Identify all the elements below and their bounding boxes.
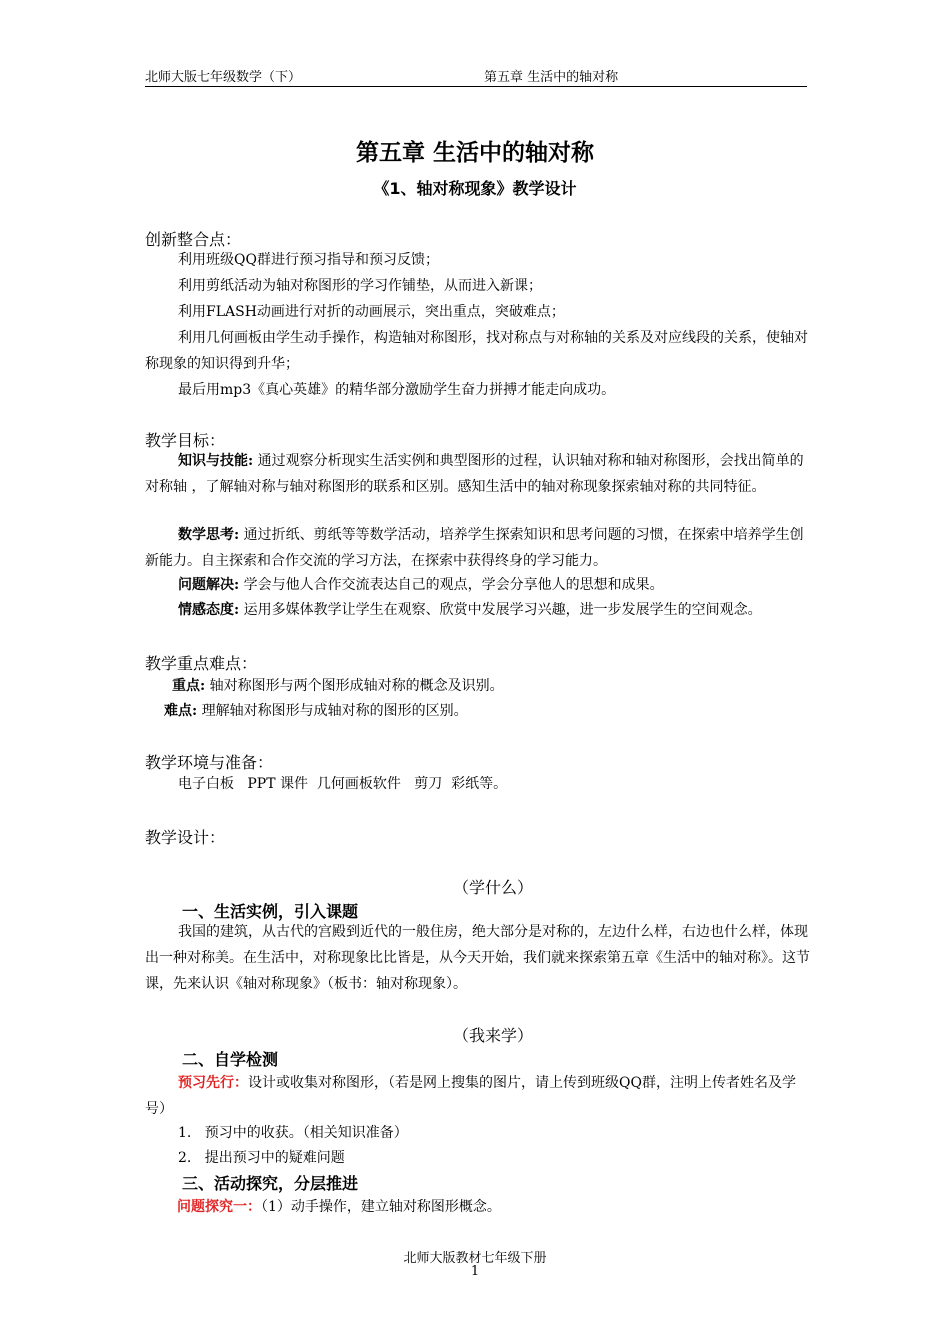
inquiry-text: （1）动手操作，建立轴对称图形概念。 — [261, 1199, 501, 1215]
key-point — [172, 673, 802, 699]
part1-text: 我国的建筑，从古代的宫殿到近代的一般住房，绝大部分是对称的，左边什么样，右边也什么样，体现出一种对称美。在生活中，对称现象比比皆是，从今天开始，我们就来探索第五章《生活中的轴对称》。这节课，先来认识《轴对称现象》（板书：轴对称现象）。 — [145, 924, 810, 992]
key-point-label: 重点: — [172, 678, 206, 694]
difficult-point-text: 理解轴对称图形与成轴对称的图形的区别。 — [197, 703, 468, 719]
section-heading-goals: 教学目标： — [145, 431, 226, 450]
goal-paragraph — [145, 448, 810, 500]
section-heading-environment: 教学环境与准备： — [145, 753, 274, 772]
goal-text: 通过观察分析现实生活实例和典型图形的过程，认识轴对称和轴对称图形，会找出简单的对称轴 ，了解轴对称与轴对称图形的联系和区别。感知生活中的轴对称现象探索轴对称的共同特征。 — [145, 453, 804, 495]
innovation-item: 利用班级QQ群进行预习指导和预习反馈； — [178, 252, 439, 268]
section-heading-keypoints: 教学重点难点： — [145, 654, 258, 673]
goal-text: 通过折纸、剪纸等等数学活动，培养学生探索知识和思考问题的习惯，在探索中培养学生创新能力。自主探索和合作交流的学习方法，在探索中获得终身的学习能力。 — [145, 527, 804, 569]
goal-label: 问题解决: — [178, 577, 240, 593]
list-item: 1. 预习中的收获。（相关知识准备） — [178, 1125, 408, 1141]
footer-text: 北师大版教材七年级下册 — [403, 1251, 547, 1266]
section-heading-innovation: 创新整合点： — [145, 230, 242, 249]
goal-text: 运用多媒体教学让学生在观察、欣赏中发展学习兴趣，进一步发展学生的空间观念。 — [239, 602, 762, 618]
header-right: 第五章 生活中的轴对称 — [484, 70, 619, 85]
difficult-point-label: 难点: — [164, 703, 198, 719]
part2-heading: 二、自学检测 — [182, 1050, 279, 1069]
goal-label: 情感态度: — [178, 602, 240, 618]
page-number: 1 — [470, 1264, 480, 1279]
goal-paragraph — [145, 572, 810, 598]
key-point-text: 轴对称图形与两个图形成轴对称的概念及识别。 — [205, 678, 504, 694]
header-left: 北师大版七年级数学（下） — [145, 70, 302, 85]
part1-heading: 一、生活实例，引入课题 — [182, 902, 359, 921]
part2-center-label: （我来学） — [452, 1026, 533, 1045]
innovation-item: 最后用mp3《真心英雄》的精华部分激励学生奋力拼搏才能走向成功。 — [178, 382, 616, 398]
inquiry-label: 问题探究一： — [177, 1199, 261, 1215]
innovation-item: 利用几何画板由学生动手操作，构造轴对称图形，找对称点与对称轴的关系及对应线段的关系，使轴对称现象的知识得到升华； — [145, 330, 808, 372]
innovation-item: 利用FLASH动画进行对折的动画展示，突出重点，突破难点； — [178, 304, 565, 320]
document-subtitle: 《1、轴对称现象》教学设计 — [373, 179, 577, 198]
list-item: 2. 提出预习中的疑难问题 — [178, 1150, 345, 1166]
document-title: 第五章 生活中的轴对称 — [355, 140, 594, 166]
goal-paragraph — [145, 597, 810, 623]
goal-label: 数学思考: — [178, 527, 240, 543]
page-header — [145, 66, 807, 87]
goal-text: 学会与他人合作交流表达自己的观点，学会分享他人的思想和成果。 — [239, 577, 664, 593]
environment-text: 电子白板 PPT 课件 几何画板软件 剪刀 彩纸等。 — [178, 776, 508, 792]
part3-heading: 三、活动探究，分层推进 — [182, 1174, 359, 1193]
part1-center-label: （学什么） — [452, 878, 533, 897]
difficult-point — [164, 698, 794, 724]
preview-label: 预习先行： — [178, 1075, 248, 1091]
preview-paragraph — [145, 1070, 810, 1122]
goal-label: 知识与技能: — [178, 453, 254, 469]
section-heading-design: 教学设计： — [145, 828, 226, 847]
inquiry-paragraph — [177, 1194, 797, 1220]
goal-paragraph — [145, 522, 810, 574]
innovation-item: 利用剪纸活动为轴对称图形的学习作铺垫，从而进入新课； — [178, 278, 542, 294]
preview-text: 设计或收集对称图形，（若是网上搜集的图片，请上传到班级QQ群，注明上传者姓名及学号） — [145, 1075, 796, 1117]
